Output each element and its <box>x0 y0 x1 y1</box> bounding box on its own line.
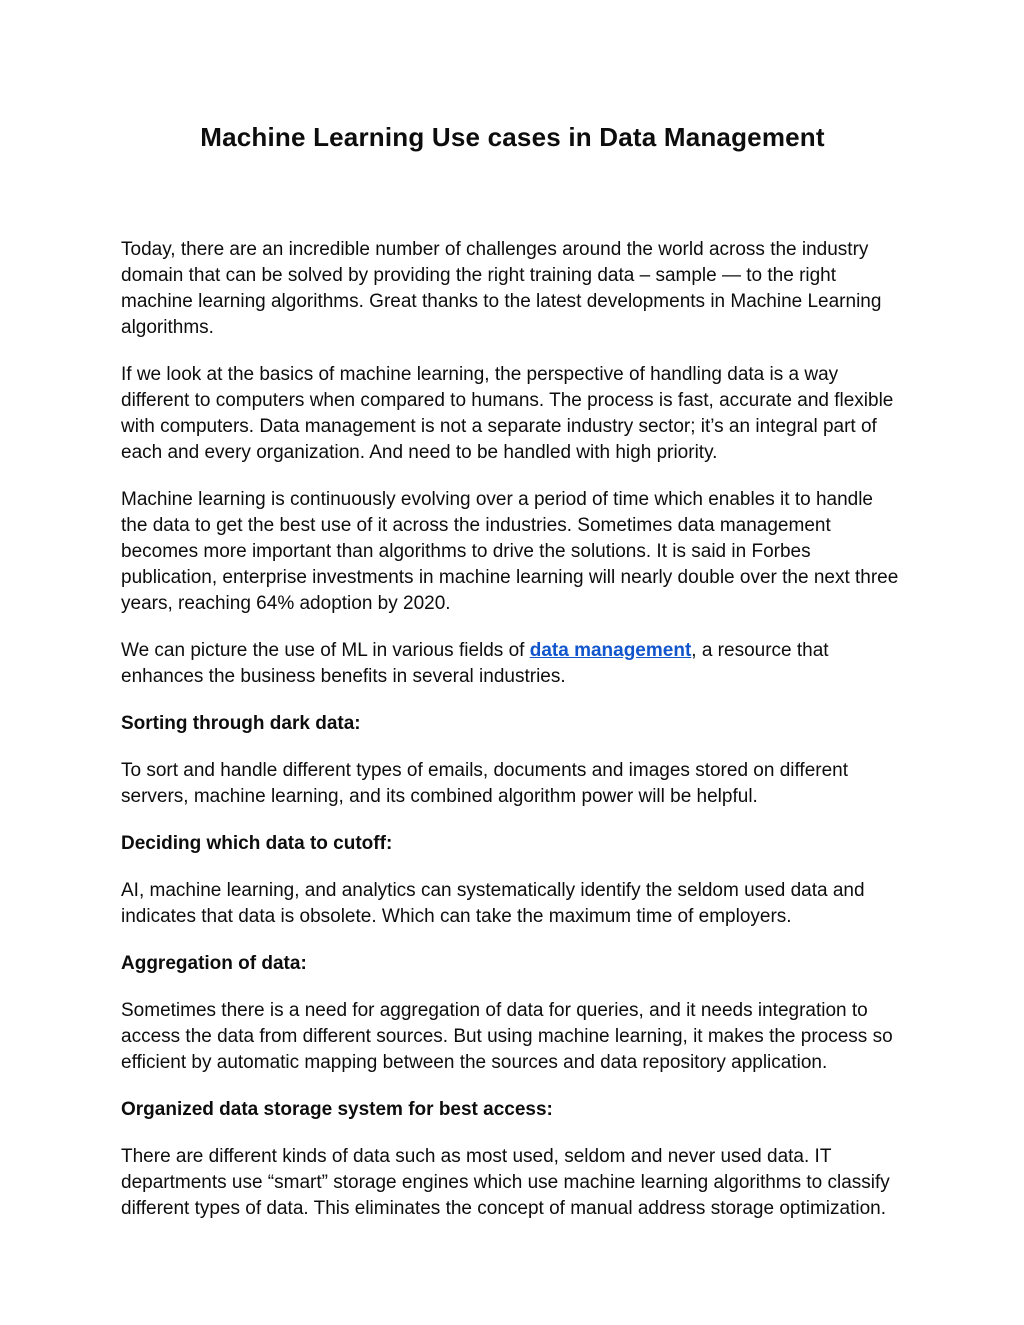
link-paragraph-before: We can picture the use of ML in various fields of <box>121 640 530 661</box>
section-body-aggregation: Sometimes there is a need for aggregation of data for queries, and it needs integration to access the data from different sources. But using machine learning, it makes the process so efficient by automatic mapping between the sources and data repository application. <box>121 1000 893 1073</box>
document-title: Machine Learning Use cases in Data Management <box>200 122 825 152</box>
data-management-link[interactable]: data management <box>529 640 692 661</box>
intro-paragraph-1: Today, there are an incredible number of challenges around the world across the industry domain that can be solved by providing the right training data – sample — to the right machine learning algorithms. Great thanks to the latest developments in Machine Learning algorithms. <box>121 239 882 338</box>
intro-paragraph-2: If we look at the basics of machine learning, the perspective of handling data is a way different to computers when compared to humans. The process is fast, accurate and flexible with computers. Data management is not a separate industry sector; it’s an integral part of each and every organization. And need to be handled with high priority. <box>121 364 894 463</box>
section-body-data-cutoff: AI, machine learning, and analytics can systematically identify the seldom used data and indicates that data is obsolete. Which can take the maximum time of employers. <box>121 880 865 927</box>
section-heading-aggregation: Aggregation of data: <box>121 953 307 974</box>
section-heading-data-cutoff: Deciding which data to cutoff: <box>121 833 393 854</box>
intro-paragraph-3: Machine learning is continuously evolving over a period of time which enables it to handle the data to get the best use of it across the industries. Sometimes data management becomes more important than algorithms to drive the solutions. It is said in Forbes publication, enterprise investments in machine learning will nearly double over the next three years, reaching 64% adoption by 2020. <box>121 489 899 614</box>
section-heading-dark-data: Sorting through dark data: <box>121 713 361 734</box>
link-paragraph-after: , a resource that enhances the business benefits in several industries. <box>121 640 829 687</box>
section-body-storage-system: There are different kinds of data such as most used, seldom and never used data. IT departments use “smart” storage engines which use machine learning algorithms to classify different types of data. This eliminates the concept of manual address storage optimization. <box>121 1146 890 1219</box>
link-paragraph <box>121 638 903 690</box>
section-body-dark-data: To sort and handle different types of emails, documents and images stored on different servers, machine learning, and its combined algorithm power will be helpful. <box>121 760 849 807</box>
section-heading-storage-system: Organized data storage system for best access: <box>121 1099 553 1120</box>
